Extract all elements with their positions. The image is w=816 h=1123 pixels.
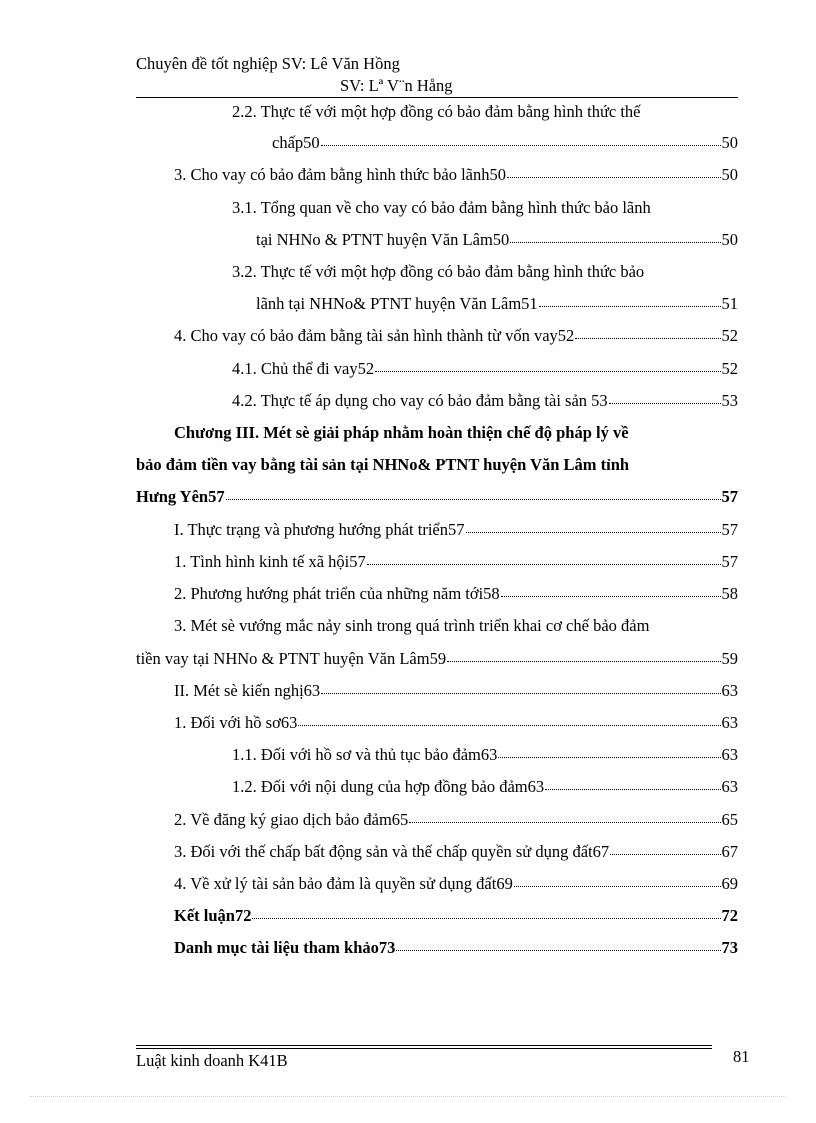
toc-entry[interactable] bbox=[174, 325, 738, 347]
toc-chapter-heading: bảo đảm tiền vay bằng tài sản tại NHNo& PTNT huyện Văn Lâm tỉnh bbox=[136, 455, 630, 474]
toc-leader bbox=[409, 822, 720, 823]
header-title: Chuyên đề tốt nghiệp SV: Lê Văn Hồng bbox=[136, 54, 400, 73]
toc-page-number: 50 bbox=[721, 133, 738, 152]
toc-page-number: 57 bbox=[721, 552, 738, 571]
toc-entry-text: 2. Về đăng ký giao dịch bảo đảm65 bbox=[174, 810, 409, 829]
toc-entry-text: 3.2. Thực tế với một hợp đồng có bảo đảm bằng hình thức bảo bbox=[232, 262, 645, 281]
footer-rule bbox=[136, 1048, 712, 1049]
toc-entry[interactable] bbox=[256, 229, 738, 251]
toc-entry-text: 4. Cho vay có bảo đảm bằng tài sản hình thành từ vốn vay52 bbox=[174, 326, 575, 345]
page-edge bbox=[30, 1096, 786, 1097]
toc-entry[interactable] bbox=[174, 583, 738, 605]
toc-page-number: 59 bbox=[721, 649, 738, 668]
header-subtitle: SV: Lª V¨n Hång bbox=[340, 76, 453, 95]
toc-entry[interactable] bbox=[232, 744, 738, 766]
toc-entry[interactable] bbox=[174, 680, 738, 702]
toc-leader bbox=[510, 242, 720, 243]
header-rule bbox=[136, 97, 738, 98]
toc-leader bbox=[321, 693, 720, 694]
toc-entry[interactable] bbox=[174, 809, 738, 831]
toc-entry-text: 1.2. Đối với nội dung của hợp đồng bảo đảm63 bbox=[232, 777, 545, 796]
page-number: 81 bbox=[733, 1047, 750, 1066]
toc-entry[interactable] bbox=[174, 164, 738, 186]
toc-leader bbox=[252, 918, 720, 919]
toc-leader bbox=[609, 403, 721, 404]
toc-page-number: 65 bbox=[721, 810, 738, 829]
toc-leader bbox=[501, 596, 721, 597]
toc-entry[interactable] bbox=[174, 937, 738, 959]
toc-entry[interactable] bbox=[174, 551, 738, 573]
toc-entry[interactable] bbox=[232, 358, 738, 380]
toc-leader bbox=[321, 145, 721, 146]
toc-page-number: 72 bbox=[721, 906, 738, 925]
toc-entry[interactable] bbox=[136, 486, 738, 508]
toc-leader bbox=[298, 725, 720, 726]
toc-page-number: 63 bbox=[721, 681, 738, 700]
toc-leader bbox=[498, 757, 720, 758]
toc-leader bbox=[514, 886, 721, 887]
toc-entry[interactable] bbox=[272, 132, 738, 154]
toc-entry[interactable] bbox=[174, 519, 738, 541]
toc-page-number: 58 bbox=[721, 584, 738, 603]
toc-entry-text: Danh mục tài liệu tham khảo73 bbox=[174, 938, 396, 957]
toc-entry[interactable] bbox=[136, 648, 738, 670]
toc-page-number: 69 bbox=[721, 874, 738, 893]
toc-entry-text: 3. Đối với thế chấp bất động sản và thế chấp quyền sử dụng đất67 bbox=[174, 842, 610, 861]
toc-leader bbox=[396, 950, 720, 951]
toc-entry-text: 1. Đối với hồ sơ63 bbox=[174, 713, 298, 732]
toc-page-number: 57 bbox=[721, 520, 738, 539]
toc-page-number: 51 bbox=[721, 294, 738, 313]
toc-entry[interactable] bbox=[174, 712, 738, 734]
footer-course: Luật kinh doanh K41B bbox=[136, 1051, 288, 1070]
toc-entry-text: 3.1. Tổng quan về cho vay có bảo đảm bằng hình thức bảo lãnh bbox=[232, 198, 651, 217]
toc-entry-text: chấp50 bbox=[272, 133, 320, 152]
toc-entry-text: 4. Về xử lý tài sản bảo đảm là quyền sử dụng đất69 bbox=[174, 874, 513, 893]
toc-chapter-heading: Chương III. Mét sè giải pháp nhằm hoàn thiện chế độ pháp lý về bbox=[174, 423, 629, 442]
toc-entry-text: 4.2. Thực tế áp dụng cho vay có bảo đảm bằng tài sản 53 bbox=[232, 391, 608, 410]
toc-page-number: 50 bbox=[721, 230, 738, 249]
toc-entry[interactable] bbox=[232, 390, 738, 412]
toc-leader bbox=[575, 338, 720, 339]
toc-page-number: 53 bbox=[721, 391, 738, 410]
toc-page-number: 63 bbox=[721, 713, 738, 732]
toc-entry[interactable] bbox=[174, 905, 738, 927]
toc-page-number: 57 bbox=[721, 487, 738, 506]
toc-entry-text: lãnh tại NHNo& PTNT huyện Văn Lâm51 bbox=[256, 294, 538, 313]
toc-entry-text: 3. Cho vay có bảo đảm bằng hình thức bảo lãnh50 bbox=[174, 165, 506, 184]
toc-leader bbox=[545, 789, 720, 790]
toc-leader bbox=[367, 564, 721, 565]
toc-leader bbox=[539, 306, 721, 307]
toc-entry-text: 4.1. Chủ thể đi vay52 bbox=[232, 359, 375, 378]
toc-entry[interactable] bbox=[174, 873, 738, 895]
toc-entry-text: II. Mét sè kiến nghị63 bbox=[174, 681, 321, 700]
toc-entry-text: 2. Phương hướng phát triển của những năm tới58 bbox=[174, 584, 500, 603]
toc-page-number: 52 bbox=[721, 326, 738, 345]
toc-entry-text: tại NHNo & PTNT huyện Văn Lâm50 bbox=[256, 230, 510, 249]
toc-page-number: 67 bbox=[721, 842, 738, 861]
toc-entry[interactable] bbox=[174, 841, 738, 863]
toc-entry-text: Hưng Yên57 bbox=[136, 487, 225, 506]
toc-entry-text: Kết luận72 bbox=[174, 906, 252, 925]
toc-page-number: 63 bbox=[721, 745, 738, 764]
toc-leader bbox=[610, 854, 720, 855]
toc-entry-text: tiền vay tại NHNo & PTNT huyện Văn Lâm59 bbox=[136, 649, 447, 668]
toc-leader bbox=[507, 177, 721, 178]
toc-leader bbox=[447, 661, 720, 662]
toc-entry[interactable] bbox=[232, 776, 738, 798]
toc-page-number: 50 bbox=[721, 165, 738, 184]
toc-entry[interactable] bbox=[256, 293, 738, 315]
toc-leader bbox=[466, 532, 721, 533]
toc-page-number: 73 bbox=[721, 938, 738, 957]
toc-entry-text: I. Thực trạng và phương hướng phát triển57 bbox=[174, 520, 465, 539]
toc-entry-text: 3. Mét sè vướng mắc nảy sinh trong quá trình triển khai cơ chế bảo đảm bbox=[174, 616, 650, 635]
toc-leader bbox=[226, 499, 721, 500]
toc-entry-text: 1. Tình hình kinh tế xã hội57 bbox=[174, 552, 366, 571]
toc-leader bbox=[375, 371, 720, 372]
toc-entry-text: 2.2. Thực tế với một hợp đồng có bảo đảm bằng hình thức thế bbox=[232, 102, 641, 121]
toc-page-number: 63 bbox=[721, 777, 738, 796]
toc-entry-text: 1.1. Đối với hồ sơ và thủ tục bảo đảm63 bbox=[232, 745, 498, 764]
toc-page-number: 52 bbox=[721, 359, 738, 378]
footer-rule bbox=[136, 1045, 712, 1046]
